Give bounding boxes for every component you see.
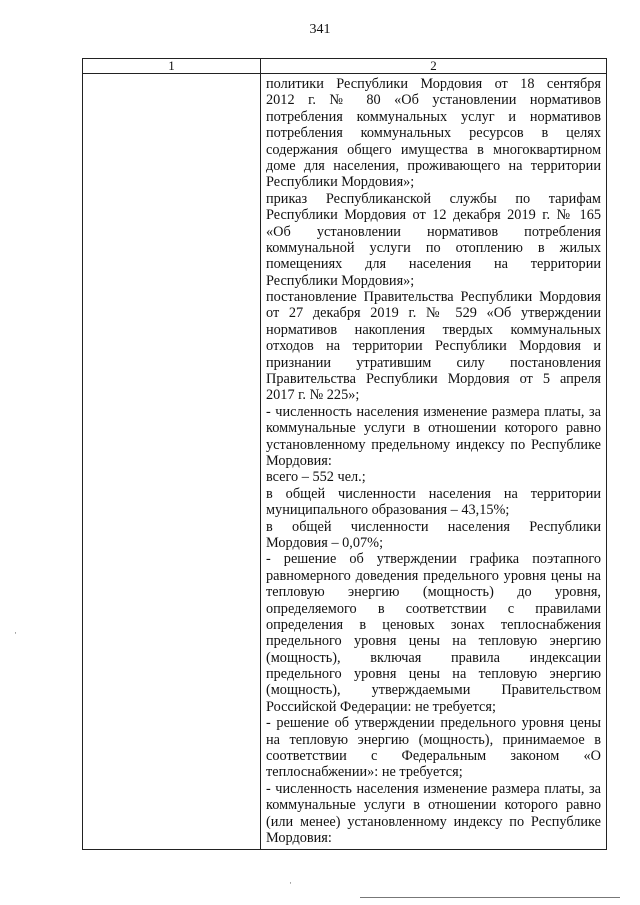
text-line: Российской Федерации: не требуется; (266, 698, 496, 715)
text-line: предельного уровня цены на тепловую энергию (266, 633, 601, 650)
text-line: тепловую энергию (мощность) до уровня, (266, 584, 601, 601)
text-line: установленному предельному индексу по Республике (266, 436, 601, 453)
text-line: Республики Мордовия от 12 декабря 2019 г. № 165 (266, 207, 601, 224)
text-line: помещениях для населения на территории (266, 256, 601, 273)
text-line: 2017 г. № 225»; (266, 387, 360, 404)
text-line: Мордовия: (266, 829, 332, 846)
text-line: соответствии с Федеральным законом «О (266, 748, 601, 765)
text-line: теплоснабжении»: не требуется; (266, 764, 463, 781)
table-row (83, 74, 607, 850)
text-line: (или менее) установленному индексу по Республике (266, 813, 601, 830)
text-line: - решение об утверждении графика поэтапного (266, 551, 601, 568)
text-line: коммунальные услуги в отношении которого равно (266, 797, 601, 814)
text-line: (мощность), утверждаемыми Правительством (266, 682, 601, 699)
text-line: определяемого в соответствии с правилами (266, 600, 601, 617)
text-line: приказ Республиканской службы по тарифам (266, 190, 601, 207)
text-line: от 27 декабря 2019 г. № 529 «Об утверждении (266, 305, 601, 322)
scan-mark: · (289, 878, 292, 888)
text-line: (мощность), включая правила индексации (266, 649, 601, 666)
text-line: всего – 552 чел.; (266, 469, 366, 486)
text-line: определения в ценовых зонах теплоснабжения (266, 616, 601, 633)
text-line: равномерного доведения предельного уровня цены на (266, 567, 601, 584)
text-line: на тепловую энергию (мощность), принимаемое в (266, 731, 601, 748)
text-line: - решение об утверждении предельного уровня цены (266, 715, 601, 732)
table-header-row (83, 59, 607, 74)
cell-text-block (266, 76, 601, 846)
text-line: постановление Правительства Республики Мордовия (266, 289, 601, 306)
column-header-1: 1 (83, 59, 261, 74)
text-line: коммунальные услуги в отношении которого равно (266, 420, 601, 437)
scan-mark: · (14, 628, 17, 638)
text-line: Мордовия: (266, 452, 332, 469)
text-line: потребления коммунальных услуг и нормативов (266, 108, 601, 125)
text-line: потребления коммунальных ресурсов в целях (266, 125, 601, 142)
text-line: - численность населения изменение размера платы, за (266, 403, 601, 420)
text-line: коммунальной услуги по отоплению в жилых (266, 239, 601, 256)
text-line: «Об установлении нормативов потребления (266, 223, 601, 240)
text-line: доме для населения, проживающего на территории (266, 157, 601, 174)
table-cell-col1 (83, 74, 261, 850)
text-line: Республики Мордовия»; (266, 272, 415, 289)
scan-edge-line (360, 897, 620, 898)
text-line: отходов на территории Республики Мордовия и (266, 338, 601, 355)
text-line: политики Республики Мордовия от 18 сентября (266, 76, 601, 92)
text-line: в общей численности населения Республики (266, 518, 601, 535)
text-line: 2012 г. № 80 «Об установлении нормативов (266, 92, 601, 109)
text-line: предельного уровня цены на тепловую энергию (266, 666, 601, 683)
text-line: в общей численности населения на территории (266, 485, 601, 502)
text-line: содержания общего имущества в многоквартирном (266, 141, 601, 158)
text-line: - численность населения изменение размера платы, за (266, 780, 601, 797)
document-table (82, 58, 607, 850)
text-line: признании утратившим силу постановления (266, 354, 601, 371)
text-line: Республики Мордовия»; (266, 174, 415, 191)
page-number: 341 (309, 22, 331, 37)
text-line: муниципального образования – 43,15%; (266, 502, 510, 519)
text-line: Мордовия – 0,07%; (266, 534, 384, 551)
text-line: нормативов накопления твердых коммунальных (266, 321, 601, 338)
text-line: Правительства Республики Мордовия от 5 апреля (266, 371, 601, 388)
table-cell-col2 (261, 74, 607, 850)
column-header-2: 2 (261, 59, 607, 74)
